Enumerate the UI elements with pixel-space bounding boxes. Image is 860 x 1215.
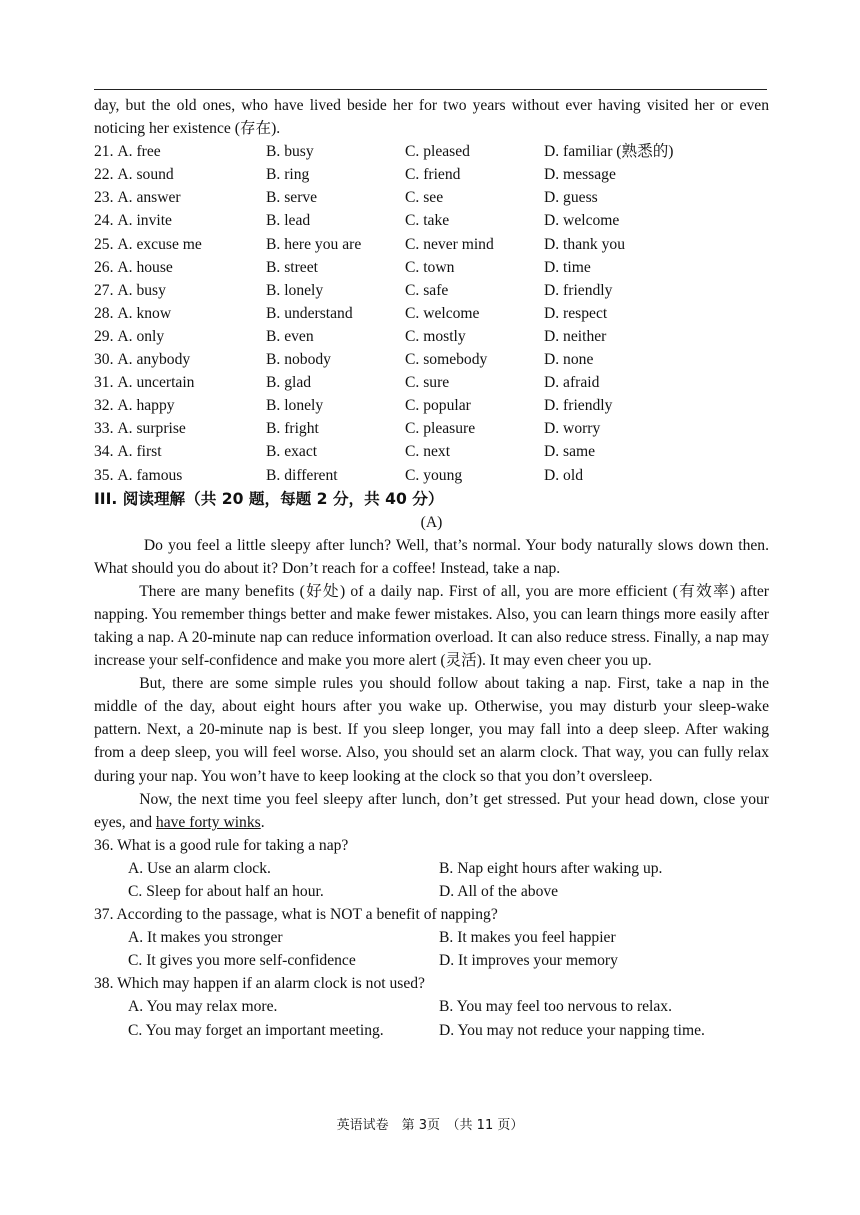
choice-b: B. busy: [266, 143, 314, 161]
choice-c: C. town: [405, 258, 455, 276]
option-c: C. It gives you more self-confidence: [128, 952, 356, 970]
choice-c: C. never mind: [405, 235, 494, 253]
option-b: B. Nap eight hours after waking up.: [439, 859, 663, 877]
page-content: [94, 94, 769, 1042]
choice-number: 24.: [94, 212, 114, 230]
choice-c: C. friend: [405, 166, 461, 184]
choice-c: C. welcome: [405, 304, 480, 322]
choice-number: 33.: [94, 420, 114, 438]
choice-c: C. take: [405, 212, 450, 230]
choice-c: C. young: [405, 466, 463, 484]
choice-a: A. invite: [117, 212, 172, 230]
choice-a: A. surprise: [117, 420, 186, 438]
choice-b: B. street: [266, 258, 318, 276]
passage-paragraph-4: [94, 788, 769, 834]
choice-d: D. worry: [544, 420, 601, 438]
choice-c: C. pleasure: [405, 420, 476, 438]
question-stem: 36. What is a good rule for taking a nap?: [94, 836, 349, 854]
choice-number: 25.: [94, 235, 114, 253]
choice-c: C. mostly: [405, 327, 466, 345]
choice-c: C. popular: [405, 397, 471, 415]
choice-c: C. somebody: [405, 351, 488, 369]
choice-number: 34.: [94, 443, 114, 461]
choice-b: B. lonely: [266, 397, 324, 415]
choice-a: A. sound: [117, 166, 174, 184]
section-title: III. 阅读理解（共 20 题，每题 2 分，共 40 分）: [94, 489, 444, 508]
option-a: A. It makes you stronger: [128, 929, 283, 947]
choice-d: D. guess: [544, 189, 598, 207]
option-a: A. Use an alarm clock.: [128, 859, 271, 877]
choice-number: 26.: [94, 258, 114, 276]
option-row: [94, 857, 769, 880]
choice-d: D. friendly: [544, 397, 613, 415]
choice-d: D. old: [544, 466, 583, 484]
choice-b: B. here you are: [266, 235, 362, 253]
choice-c: C. sure: [405, 374, 450, 392]
choice-c: C. see: [405, 189, 444, 207]
choice-c: C. next: [405, 443, 451, 461]
option-d: D. You may not reduce your napping time.: [439, 1021, 705, 1039]
choice-number: 27.: [94, 281, 114, 299]
choice-d: D. friendly: [544, 281, 613, 299]
choice-row-33: [94, 417, 769, 440]
choice-d: D. thank you: [544, 235, 625, 253]
question-37: [94, 903, 769, 972]
choice-d: D. neither: [544, 327, 607, 345]
choice-a: A. anybody: [117, 351, 191, 369]
choice-row-21: [94, 140, 769, 163]
choice-number: 21.: [94, 143, 114, 161]
choice-b: B. understand: [266, 304, 353, 322]
question-38: [94, 972, 769, 1041]
choice-b: B. ring: [266, 166, 310, 184]
choice-b: B. glad: [266, 374, 312, 392]
option-row: [94, 880, 769, 903]
header-rule: [94, 89, 767, 90]
choice-row-22: [94, 163, 769, 186]
choice-d: D. welcome: [544, 212, 620, 230]
passage-paragraph-3: But, there are some simple rules you should follow about taking a nap. First, take a nap in the middle of the day, about eight hours after you wake up. Otherwise, you may disturb your sleep-wake pattern. Next, a 20-minute nap is best. If you sleep longer, you may fall into a deep sleep. After waking from a deep sleep, you will feel worse. Also, you should set an alarm clock. That way, you can fully relax during your nap. You won’t have to keep looking at the clock so that you don’t oversleep.: [94, 675, 769, 785]
choice-row-30: [94, 348, 769, 371]
choice-number: 35.: [94, 466, 114, 484]
choice-row-28: [94, 302, 769, 325]
option-row: [94, 949, 769, 972]
choice-b: B. fright: [266, 420, 319, 438]
choice-d: D. time: [544, 258, 591, 276]
choice-row-35: [94, 464, 769, 487]
choice-a: A. house: [117, 258, 173, 276]
choice-d: D. familiar (熟悉的): [544, 143, 674, 161]
option-b: B. You may feel too nervous to relax.: [439, 998, 673, 1016]
choice-a: A. busy: [117, 281, 166, 299]
choice-b: B. exact: [266, 443, 318, 461]
option-row: [94, 995, 769, 1018]
choice-c: C. safe: [405, 281, 449, 299]
choice-number: 22.: [94, 166, 114, 184]
question-stem: 38. Which may happen if an alarm clock is not used?: [94, 975, 425, 993]
choice-row-31: [94, 371, 769, 394]
choice-a: A. know: [117, 304, 172, 322]
choice-number: 31.: [94, 374, 114, 392]
option-row: [94, 926, 769, 949]
passage-paragraph-1: Do you feel a little sleepy after lunch? Well, that’s normal. Your body naturally slows down then. What should you do about it? Don’t reach for a coffee! Instead, take a nap.: [94, 536, 769, 577]
option-c: C. You may forget an important meeting.: [128, 1021, 384, 1039]
option-a: A. You may relax more.: [128, 998, 278, 1016]
passage-paragraph-2: There are many benefits (好处) of a daily nap. First of all, you are more efficient (有效率) after napping. You remember things better and make fewer mistakes. Also, you can learn things more easily after taking a nap. A 20-minute nap can reduce information overload. It can also reduce stress. Finally, a nap may increase your self-confidence and make you more alert (灵活). It may even cheer you up.: [94, 582, 769, 670]
choice-a: A. only: [117, 327, 165, 345]
choice-row-29: [94, 325, 769, 348]
choice-a: A. happy: [117, 397, 175, 415]
paragraph-4-end: .: [260, 813, 265, 831]
option-b: B. It makes you feel happier: [439, 929, 616, 947]
choice-row-26: [94, 256, 769, 279]
choice-row-23: [94, 186, 769, 209]
choice-a: A. answer: [117, 189, 181, 207]
choice-a: A. famous: [117, 466, 183, 484]
choice-a: A. excuse me: [117, 235, 202, 253]
option-row: [94, 1019, 769, 1042]
option-d: D. All of the above: [439, 883, 559, 900]
choice-a: A. free: [117, 143, 161, 161]
choice-number: 28.: [94, 304, 114, 322]
choice-d: D. message: [544, 166, 616, 184]
question-stem: 37. According to the passage, what is NOT a benefit of napping?: [94, 906, 498, 924]
continued-passage-text: day, but the old ones, who have lived beside her for two years without ever having visited her or even noticing her existence (存在).: [94, 97, 769, 138]
question-36: [94, 834, 769, 903]
choice-d: D. none: [544, 351, 594, 369]
choice-a: A. first: [117, 443, 162, 461]
choice-b: B. nobody: [266, 351, 331, 369]
choice-c: C. pleased: [405, 143, 470, 161]
option-c: C. Sleep for about half an hour.: [128, 883, 324, 900]
choice-number: 23.: [94, 189, 114, 207]
choice-a: A. uncertain: [117, 374, 195, 392]
choice-row-25: [94, 233, 769, 256]
choice-row-27: [94, 279, 769, 302]
underlined-phrase: have forty winks: [155, 813, 261, 831]
choice-b: B. even: [266, 327, 314, 345]
choice-row-32: [94, 394, 769, 417]
option-d: D. It improves your memory: [439, 952, 618, 970]
choice-b: B. different: [266, 466, 338, 484]
cloze-choices: [94, 140, 769, 486]
choice-d: D. same: [544, 443, 596, 461]
choice-number: 29.: [94, 327, 114, 345]
choice-b: B. serve: [266, 189, 318, 207]
choice-row-24: [94, 209, 769, 232]
choice-d: D. afraid: [544, 374, 600, 392]
page-footer: 英语试卷 第 3页 （共 11 页）: [336, 1118, 524, 1133]
choice-b: B. lead: [266, 212, 311, 230]
choice-d: D. respect: [544, 304, 608, 322]
choice-number: 30.: [94, 351, 114, 369]
passage-label: (A): [420, 513, 443, 531]
choice-number: 32.: [94, 397, 114, 415]
choice-row-34: [94, 440, 769, 463]
choice-b: B. lonely: [266, 281, 324, 299]
paragraph-4-text: Now, the next time you feel sleepy after lunch, don’t get stressed. Put your head down, close your eyes, and: [94, 790, 769, 831]
